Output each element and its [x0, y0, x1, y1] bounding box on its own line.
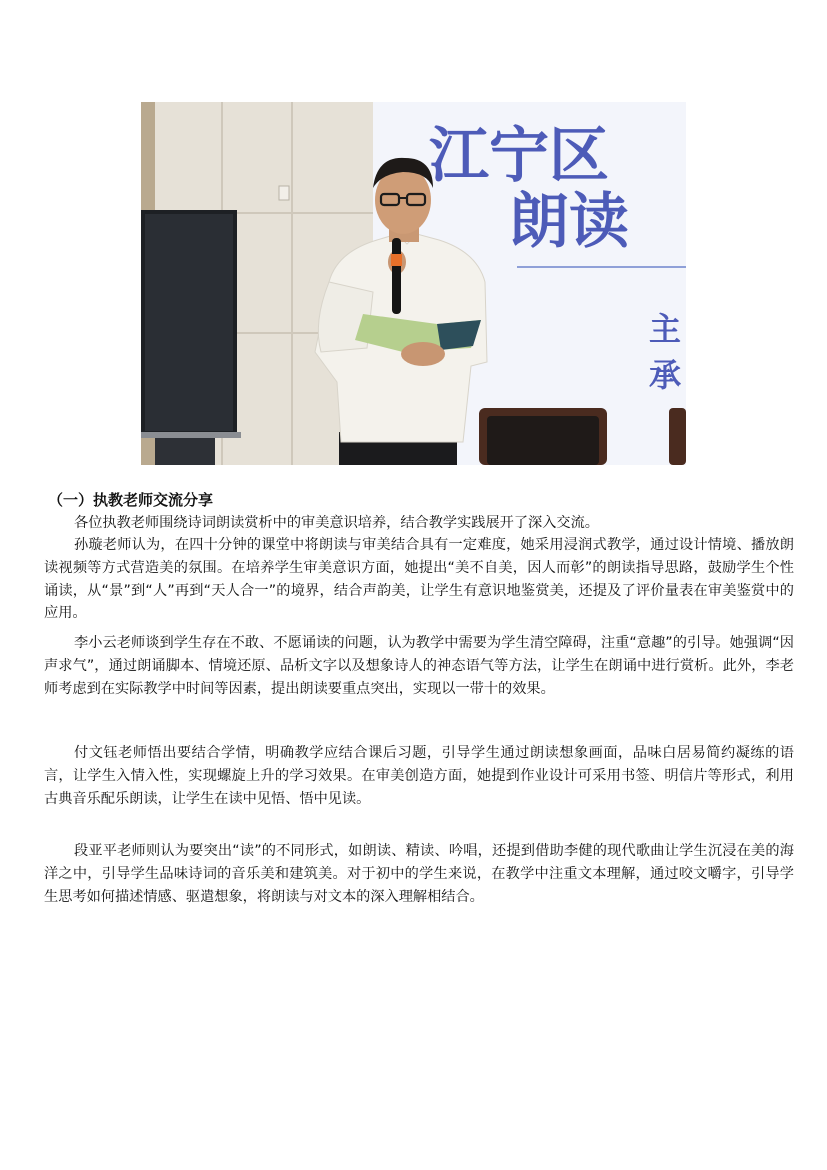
- event-photo-illustration: [141, 102, 686, 465]
- paragraph-intro: 各位执教老师围绕诗词朗读赏析中的审美意识培养，结合教学实践展开了深入交流。: [74, 515, 599, 531]
- banner-sub1: 主: [649, 310, 682, 348]
- banner-line2: 朗读: [509, 187, 629, 257]
- section-heading: （一）执教老师交流分享: [48, 491, 214, 509]
- paragraph-fu-wenyu: 付文钰老师悟出要结合学情，明确教学应结合课后习题，引导学生通过朗读想象画面，品味白居易简约凝练的语言，让学生入情入性，实现螺旋上升的学习效果。在审美创造方面，她提到作业设计可采用书签、明信片等形式，利用古典音乐配乐朗读，让学生在读中见悟、悟中见读。: [44, 745, 794, 807]
- banner-sub2: 承: [649, 356, 682, 394]
- paragraph-sun-xuan: 孙璇老师认为，在四十分钟的课堂中将朗读与审美结合具有一定难度，她采用浸润式教学，通过设计情境、播放朗读视频等方式营造美的氛围。在培养学生审美意识方面，她提出“美不自美，因人而彰”的朗读指导思路，鼓励学生个性诵读，从“景”到“人”再到“天人合一”的境界，结合声韵美，让学生有意识地鉴赏美，还提及了评价量表在审美鉴赏中的应用。: [44, 537, 794, 622]
- event-photo: [141, 102, 686, 465]
- paragraph-li-xiaoyun: 李小云老师谈到学生存在不敢、不愿诵读的问题，认为教学中需要为学生清空障碍，注重“意趣”的引导。她强调“因声求气”，通过朗诵脚本、情境还原、品析文字以及想象诗人的神态语气等方法，让学生在朗诵中进行赏析。此外，李老师考虑到在实际教学中时间等因素，提出朗读要重点突出，实现以一带十的效果。: [44, 635, 794, 697]
- paragraph-duan-yaping: 段亚平老师则认为要突出“读”的不同形式，如朗读、精读、吟唱，还提到借助李健的现代歌曲让学生沉浸在美的海洋之中，引导学生品味诗词的音乐美和建筑美。对于初中的学生来说，在教学中注重文本理解，通过咬文嚼字，引导学生思考如何描述情感、驱遣想象，将朗读与对文本的深入理解相结合。: [44, 843, 794, 905]
- banner-line1: 江宁区: [429, 121, 609, 191]
